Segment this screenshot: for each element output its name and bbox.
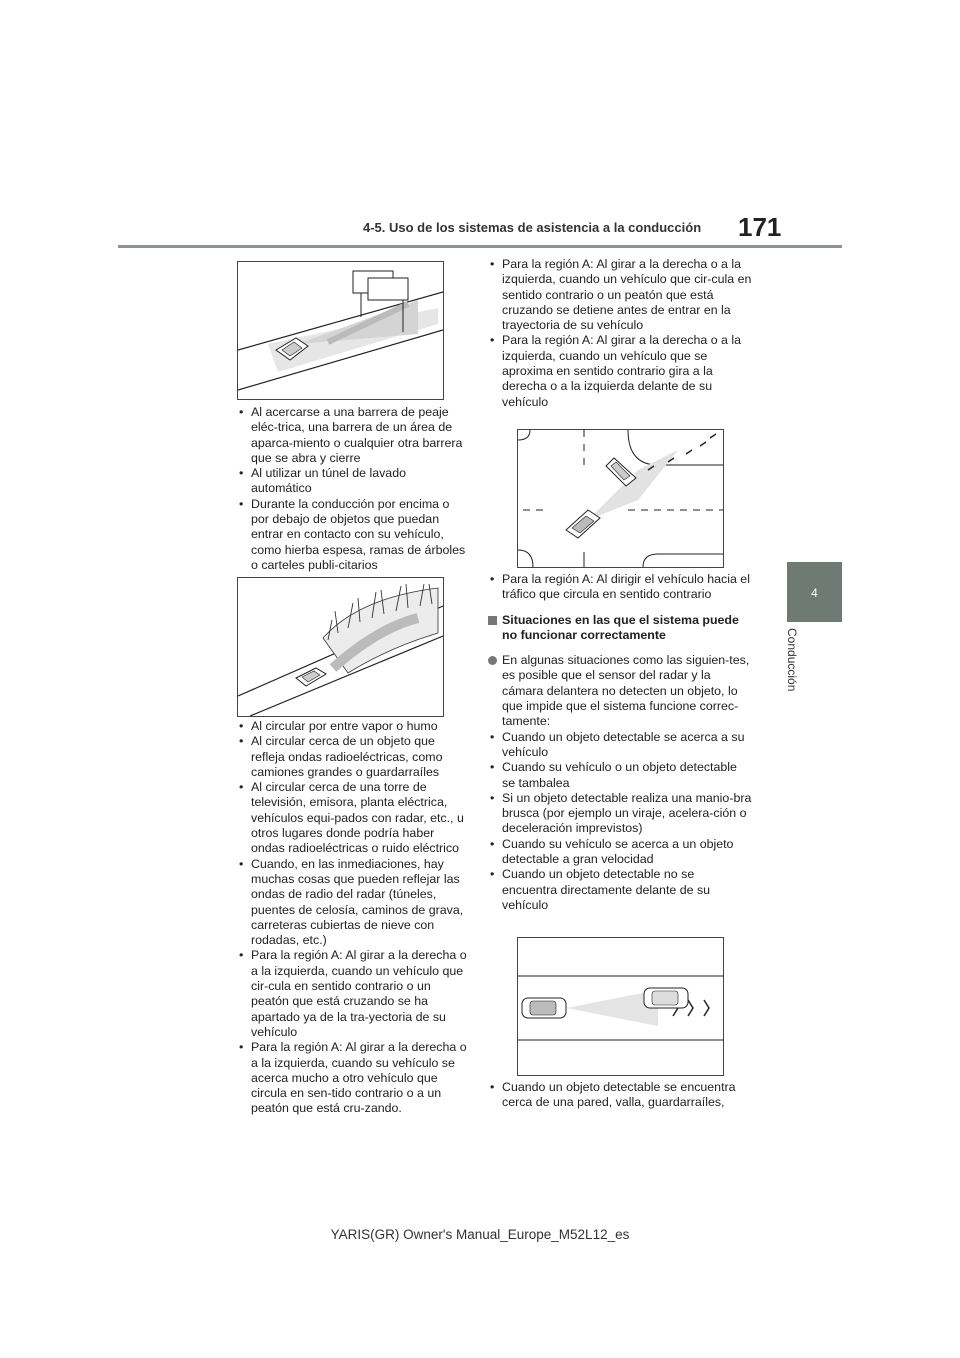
list-item: • Cuando su vehículo se acerca a un objeto detectable a gran velocidad — [488, 837, 752, 868]
list-item: • Al circular cerca de un objeto que refleja ondas radioeléctricas, como camiones grandes o guardarraíles — [237, 734, 469, 780]
square-bullet-icon — [488, 616, 497, 625]
list-item: • Cuando su vehículo o un objeto detectable se tambalea — [488, 760, 752, 791]
chapter-label-container — [785, 628, 799, 692]
list-item: • Al acercarse a una barrera de peaje eléc-trica, una barrera de un área de aparca-miento o cualquier otra barrera que se abra y cierre — [237, 405, 469, 466]
list-item: • Al circular por entre vapor o humo — [237, 719, 469, 734]
right-column-block-2 — [488, 572, 752, 913]
figure-toll-barrier — [237, 261, 444, 400]
page-number: 171 — [738, 212, 782, 242]
section-title: 4-5. Uso de los sistemas de asistencia a la conducción — [363, 220, 702, 235]
left-column-block-2 — [237, 719, 469, 1117]
list-item: • Cuando un objeto detectable se acerca a su vehículo — [488, 730, 752, 761]
circle-bullet-icon — [488, 656, 497, 665]
straight-road-illustration — [518, 938, 723, 1075]
header-divider — [118, 245, 842, 248]
intersection-illustration — [518, 430, 723, 567]
list-item: • Para la región A: Al girar a la derecha o a la izquierda, cuando un vehículo que cir-cula en sentido contrario o un peatón que está cruzando se detiene antes de entrar en la trayectoria de su vehículo — [488, 257, 752, 333]
intro-paragraph — [488, 653, 752, 729]
chapter-number: 4 — [811, 586, 818, 600]
toll-barrier-illustration — [238, 262, 443, 399]
right-column-block-1 — [488, 257, 752, 410]
list-item: • Cuando, en las inmediaciones, hay muchas cosas que pueden reflejar las ondas de radio del radar (túneles, puentes de celosía, caminos de grava, carreteras cubiertas de nieve con rodadas, etc.) — [237, 857, 469, 949]
chapter-label: Conducción — [785, 628, 799, 692]
footer-text: YARIS(GR) Owner's Manual_Europe_M52L12_es — [330, 1227, 630, 1242]
figure-tall-grass — [237, 577, 444, 717]
left-column-block-1 — [237, 405, 469, 573]
heading-text: Situaciones en las que el sistema puede no funcionar correctamente — [502, 612, 739, 642]
intro-text: En algunas situaciones como las siguien-tes, es posible que el sensor del radar y la cámara delantera no detecten un objeto, lo que impide que el sistema funcione correc-tamente: — [502, 653, 750, 729]
list-item: • Para la región A: Al girar a la derecha o a la izquierda, cuando un vehículo que cir-cula en sentido contrario o un peatón que está cruzando se ha apartado ya de la tra-yectoria de su vehículo — [237, 948, 469, 1040]
list-item: • Cuando un objeto detectable no se encuentra directamente delante de su vehículo — [488, 867, 752, 913]
right-column-block-4 — [488, 1080, 752, 1111]
list-item: • Al utilizar un túnel de lavado automático — [237, 466, 469, 497]
figure-straight-road — [517, 937, 724, 1076]
list-item: • Al circular cerca de una torre de televisión, emisora, planta eléctrica, vehículos equi-pados con radar, etc., u otros lugares donde podría haber ondas radioeléctricas o ruido eléctrico — [237, 780, 469, 856]
list-item: • Para la región A: Al girar a la derecha o a la izquierda, cuando su vehículo se acerca mucho a otro vehículo que circula en sen-tido contrario o a un peatón que está cru-zando. — [237, 1040, 469, 1116]
section-heading — [488, 613, 752, 644]
list-item: • Durante la conducción por encima o por debajo de objetos que puedan entrar en contacto con su vehículo, como hierba espesa, ramas de árboles o carteles publi-citarios — [237, 497, 469, 573]
list-item: • Si un objeto detectable realiza una manio-bra brusca (por ejemplo un viraje, acelera-ción o deceleración imprevistos) — [488, 791, 752, 837]
list-item: • Cuando un objeto detectable se encuentra cerca de una pared, valla, guardarraíles, — [488, 1080, 752, 1111]
figure-intersection — [517, 429, 724, 568]
list-item: • Para la región A: Al dirigir el vehículo hacia el tráfico que circula en sentido contrario — [488, 572, 752, 603]
list-item: • Para la región A: Al girar a la derecha o a la izquierda, cuando un vehículo que se aproxima en sentido contrario gira a la derecha o a la izquierda delante de su vehículo — [488, 333, 752, 409]
tall-grass-illustration — [238, 578, 443, 716]
